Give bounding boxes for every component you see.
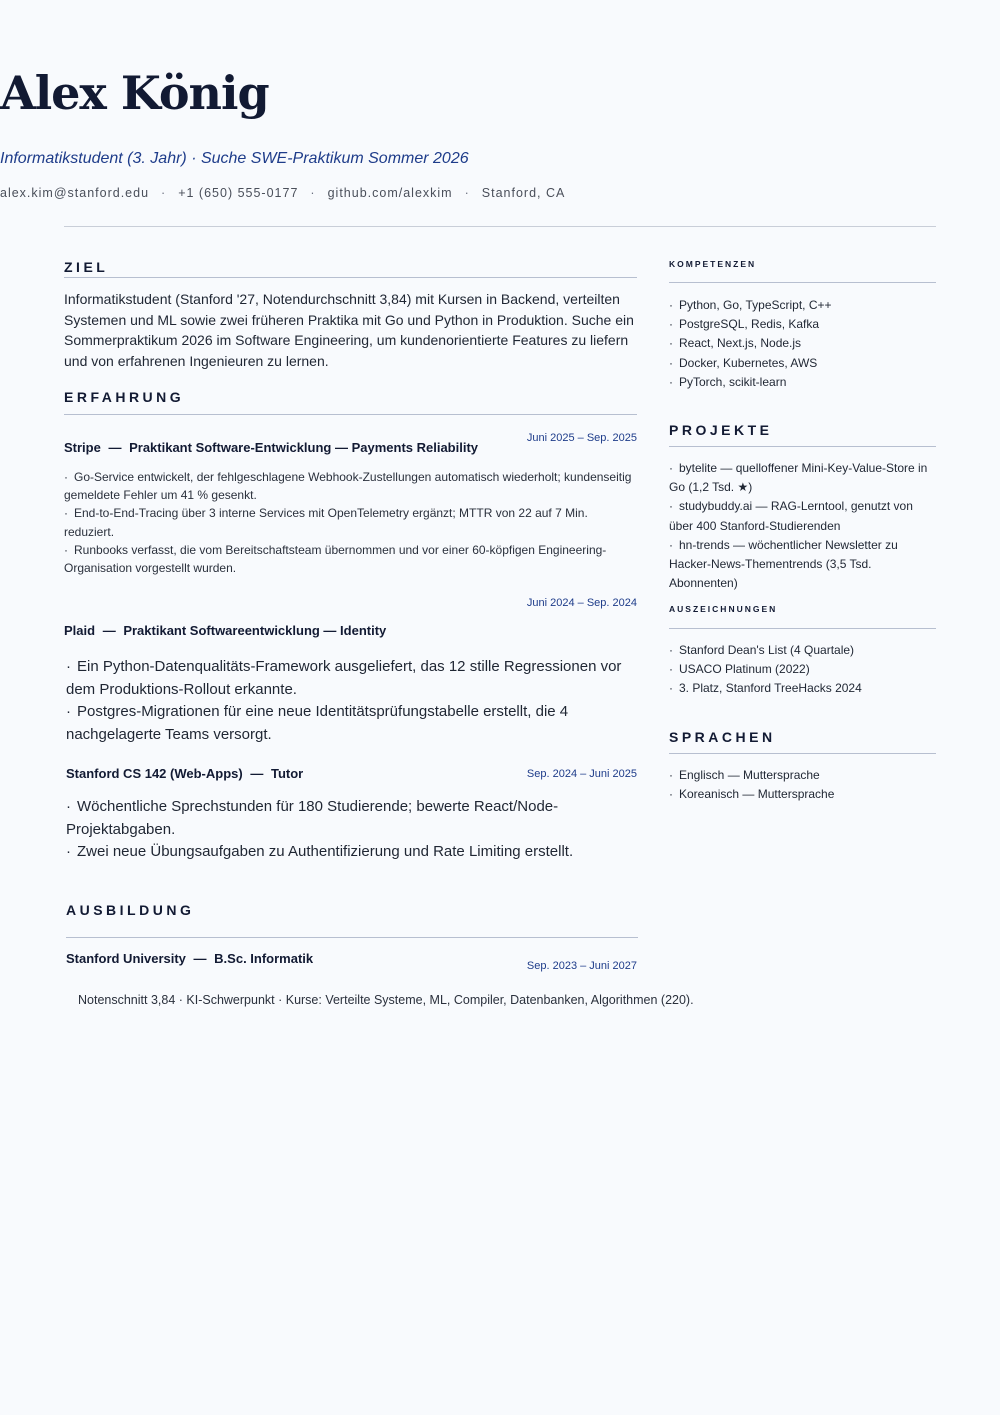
contact-separator: ·	[310, 186, 316, 200]
contact-location: Stanford, CA	[481, 186, 566, 200]
section-rule	[64, 414, 637, 415]
section-rule	[669, 446, 936, 447]
section-rule	[669, 282, 936, 283]
languages-list	[669, 766, 936, 804]
job-company: Stanford CS 142 (Web-Apps)	[66, 766, 243, 781]
list-item: · hn-trends — wöchentlicher Newsletter zu Hacker-News-Thementrends (3,5 Tsd. Abonnenten)	[669, 537, 898, 591]
list-item: · React, Next.js, Node.js	[669, 336, 802, 351]
section-title-auszeichnungen: AUSZEICHNUNGEN	[669, 604, 778, 614]
job-heading	[64, 623, 386, 638]
section-title-projekte: PROJEKTE	[669, 422, 773, 438]
objective-text: Informatikstudent (Stanford '27, Notendurchschnitt 3,84) mit Kursen in Backend, verteilten Systemen und ML sowie zwei früheren Praktika mit Go und Python in Produktion. Suche ein Sommerpraktikum 2026 im Software Engineering, um kundenorientierte Features zu liefern und von erfahrenen Ingenieuren zu lernen.	[64, 291, 634, 370]
section-rule	[669, 753, 936, 754]
education-school: Stanford University	[66, 951, 186, 966]
list-item: · 3. Platz, Stanford TreeHacks 2024	[669, 681, 862, 696]
skills-list	[669, 296, 936, 392]
candidate-name: Alex König	[0, 66, 269, 120]
section-title-sprachen: SPRACHEN	[669, 729, 776, 745]
list-item: · Koreanisch — Muttersprache	[669, 787, 835, 802]
list-item: · Go-Service entwickelt, der fehlgeschlagene Webhook-Zustellungen automatisch wiederholt; kundenseitig gemeldete Fehler um 41 % gesenkt.	[64, 470, 632, 503]
job-company: Plaid	[64, 623, 96, 638]
list-item: · Englisch — Muttersprache	[669, 768, 820, 782]
job-heading	[64, 440, 478, 455]
list-item: · Stanford Dean's List (4 Quartale)	[669, 643, 855, 657]
job-company: Stripe	[64, 440, 101, 455]
job-heading	[66, 766, 303, 781]
list-item: · bytelite — quelloffener Mini-Key-Value-Store in Go (1,2 Tsd. ★)	[669, 461, 928, 495]
job-date: Juni 2025 – Sep. 2025	[526, 432, 637, 444]
projects-list	[669, 459, 936, 593]
education-dash: —	[193, 951, 207, 966]
list-item: · Wöchentliche Sprechstunden für 180 Studierende; bewerte React/Node-Projektabgaben.	[66, 798, 559, 838]
contact-line	[0, 186, 1000, 200]
list-item: · studybuddy.ai — RAG-Lerntool, genutzt von über 400 Stanford-Studierenden	[669, 499, 913, 533]
job-role: Praktikant Software-Entwicklung — Payments Reliability	[129, 440, 479, 455]
job-dash: —	[102, 623, 116, 638]
job-bullets	[66, 656, 641, 747]
list-item: · Zwei neue Übungsaufgaben zu Authentifizierung und Rate Limiting erstellt.	[66, 843, 574, 861]
job-role: Praktikant Softwareentwicklung — Identity	[123, 623, 387, 638]
list-item: · Runbooks verfasst, die vom Bereitschaftsteam übernommen und vor einer 60-köpfigen Engineering-Organisation vorgestellt wurden.	[64, 542, 607, 576]
education-degree: B.Sc. Informatik	[214, 951, 314, 966]
list-item: · Postgres-Migrationen für eine neue Identitätsprüfungstabelle erstellt, die 4 nachgelagerte Teams versorgt.	[66, 703, 569, 744]
job-date: Juni 2024 – Sep. 2024	[526, 597, 637, 609]
list-item: · End-to-End-Tracing über 3 interne Services mit OpenTelemetry ergänzt; MTTR von 22 auf 7 Min. reduziert.	[64, 506, 588, 539]
section-title-ziel: ZIEL	[64, 259, 109, 275]
contact-separator: ·	[464, 186, 470, 200]
section-title-kompetenzen: KOMPETENZEN	[669, 259, 757, 269]
section-title-ausbildung: AUSBILDUNG	[66, 902, 195, 918]
list-item: · PyTorch, scikit-learn	[669, 374, 787, 389]
list-item: · USACO Platinum (2022)	[669, 662, 810, 677]
contact-github: github.com/alexkim	[327, 186, 453, 200]
contact-phone: +1 (650) 555-0177	[178, 186, 299, 200]
job-dash: —	[108, 440, 122, 455]
job-role: Tutor	[270, 766, 304, 781]
awards-list	[669, 641, 936, 699]
section-rule	[669, 628, 936, 629]
list-item: · Docker, Kubernetes, AWS	[669, 355, 818, 370]
job-bullets	[64, 468, 637, 577]
contact-separator: ·	[161, 186, 167, 200]
list-item: · Python, Go, TypeScript, C++	[669, 298, 832, 312]
education-date: Sep. 2023 – Juni 2027	[526, 960, 637, 972]
list-item: · Ein Python-Datenqualitäts-Framework ausgeliefert, das 12 stille Regressionen vor dem Produktions-Rollout erkannte.	[66, 658, 622, 698]
job-date: Sep. 2024 – Juni 2025	[526, 768, 637, 780]
tagline: Informatikstudent (3. Jahr) · Suche SWE-Praktikum Sommer 2026	[0, 150, 469, 167]
header-divider	[64, 226, 936, 227]
education-detail: Notenschnitt 3,84 · KI-Schwerpunkt · Kurse: Verteilte Systeme, ML, Compiler, Datenbanken, Algorithmen (220).	[78, 993, 694, 1007]
job-bullets	[66, 796, 626, 864]
section-rule	[66, 937, 638, 938]
section-title-erfahrung: ERFAHRUNG	[64, 389, 185, 405]
job-dash: —	[250, 766, 264, 781]
contact-email: alex.kim@stanford.edu	[0, 186, 150, 200]
section-rule	[64, 277, 637, 278]
education-heading	[66, 951, 313, 966]
list-item: · PostgreSQL, Redis, Kafka	[669, 317, 820, 332]
